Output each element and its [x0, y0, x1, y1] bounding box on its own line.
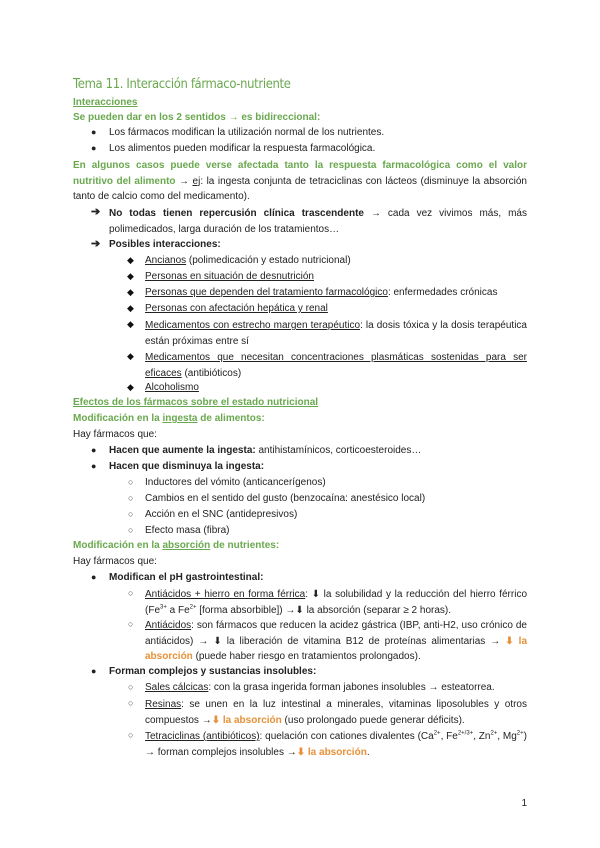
forman-subitem-3 — [145, 729, 527, 761]
bullet-item: Los alimentos pueden modificar la respuesta farmacológica. — [109, 143, 376, 154]
interaction-term: Medicamentos con estrecho margen terapéutico — [145, 320, 361, 331]
bullet-icon: ● — [91, 461, 97, 471]
ph-subitem-1 — [145, 587, 527, 618]
ph-subitem-2 — [145, 618, 527, 665]
circle-bullet-icon: ○ — [128, 682, 134, 692]
f1-rest: : con la grasa ingerida forman jabones insolubles → esteatorrea. — [208, 682, 495, 693]
f3-text-d: , Mg — [497, 731, 517, 742]
mod-abs-u: absorción — [162, 540, 211, 551]
ph1-sup1: 3+ — [160, 604, 167, 611]
forman-subitem-2 — [145, 697, 527, 728]
f3-text-c: , Zn — [473, 731, 491, 742]
section-interacciones: Interacciones — [73, 97, 138, 108]
bullet-icon: ● — [91, 666, 97, 676]
no-todas-rest: → cada vez vivimos más, más polimedicados, larga duración de los tratamientos… — [109, 208, 527, 235]
posibles-label: Posibles interacciones: — [109, 239, 221, 250]
arrow-right-icon: ➔ — [91, 238, 101, 250]
page-title: Tema 11. Interacción fármaco-nutriente — [73, 76, 291, 92]
interaction-item — [145, 286, 497, 299]
mod-ingesta-pre: Modificación en la — [73, 413, 163, 424]
ph2-text-b: (puede haber riesgo en tratamientos prolongados). — [192, 651, 421, 662]
diamond-bullet-icon: ◆ — [127, 255, 134, 265]
f3-sup4: 2+ — [516, 730, 524, 737]
f2-text-b: (uso prolongado puede generar déficits). — [281, 714, 465, 726]
section-efectos: Efectos de los fármacos sobre el estado nutricional — [73, 397, 319, 408]
circle-bullet-icon: ○ — [128, 493, 134, 503]
hay-farmacos-1: Hay fármacos que: — [73, 429, 157, 440]
circle-bullet-icon: ○ — [128, 588, 134, 598]
casos-ej: ej — [192, 175, 201, 187]
disminuya-subitem: Acción en el SNC (antidepresivos) — [145, 509, 298, 520]
mod-abs-post: de nutrientes: — [210, 540, 280, 551]
bullet-icon: ● — [91, 127, 97, 137]
f3-text-e: ) → forman complejos insolubles → — [145, 731, 527, 758]
ph1-text-c: [forma absorbible]) →⬇ la absorción (separar ≥ 2 horas). — [196, 604, 452, 616]
interaction-term: Ancianos — [145, 255, 187, 266]
circle-bullet-icon: ○ — [128, 730, 134, 740]
forman-bold: Forman complejos y sustancias insolubles: — [109, 666, 317, 677]
mod-abs-pre: Modificación en la — [73, 540, 163, 551]
f3-text-f: . — [366, 747, 370, 758]
interaction-item — [145, 302, 328, 315]
f3-sup1: 2+ — [433, 730, 441, 737]
aumente-item — [109, 444, 421, 457]
interaction-term: Personas en situación de desnutrición — [145, 271, 314, 282]
mod-absorcion-heading — [73, 539, 279, 552]
mod-ingesta-post: de alimentos: — [197, 413, 265, 424]
f2-text-a: : se unen en la luz intestinal a minerales, vitaminas liposolubles y otros compuestos → — [145, 699, 527, 726]
f3-sup3: 2+ — [490, 730, 498, 737]
diamond-bullet-icon: ◆ — [127, 271, 134, 281]
f2-term: Resinas — [145, 699, 182, 710]
f3-term: Tetraciclinas (antibióticos) — [145, 731, 260, 742]
arrow-right-icon: ➔ — [91, 206, 101, 218]
ph2-orange: ⬇ la absorción — [145, 635, 528, 662]
disminuya-subitem: Inductores del vómito (anticancerígenos) — [145, 477, 326, 488]
casos-green: En algunos casos puede verse afectada tanto la respuesta farmacológica como el valor nutritivo del alimento — [73, 160, 527, 187]
posibles-heading — [109, 238, 221, 251]
mod-ingesta-heading — [73, 412, 265, 425]
sentidos-heading: Se pueden dar en los 2 sentidos → es bidireccional: — [73, 112, 321, 123]
mod-ingesta-u: ingesta — [162, 413, 198, 424]
ph1-text-b: a Fe — [166, 604, 190, 616]
interaction-item — [145, 318, 527, 349]
forman-item — [109, 665, 316, 678]
diamond-bullet-icon: ◆ — [127, 351, 134, 361]
f2-orange: ⬇ la absorción — [211, 714, 282, 726]
page-number: 1 — [521, 798, 527, 809]
f3-orange: ⬇ la absorción — [296, 747, 367, 758]
hay-farmacos-2: Hay fármacos que: — [73, 556, 157, 567]
interaction-term: Personas con afectación hepática y renal — [145, 303, 328, 314]
disminuya-item — [109, 460, 264, 473]
interaction-item — [145, 270, 314, 283]
interaction-desc: : la dosis tóxica y la dosis terapéutica están próximas entre sí — [145, 320, 527, 347]
bullet-icon: ● — [91, 445, 97, 455]
aumente-bold: Hacen que aumente la ingesta: — [109, 445, 256, 456]
ph-bold: Modifican el pH gastrointestinal: — [109, 572, 264, 583]
circle-bullet-icon: ○ — [128, 477, 134, 487]
interaction-item — [145, 381, 199, 394]
ph1-term: Antiácidos + hierro en forma férrica — [145, 589, 306, 600]
ph2-text-a: : son fármacos que reducen la acidez gástrica (IBP, anti-H2, uso crónico de antiácidos) → ⬇ la liberación de vitamina B12 de proteínas alimentarias → — [145, 620, 527, 647]
interaction-item — [145, 254, 351, 267]
interaction-term: Alcoholismo — [145, 382, 199, 393]
diamond-bullet-icon: ◆ — [127, 287, 134, 297]
ph1-text-a: : ⬇ la solubilidad y la reducción del hierro férrico (Fe — [145, 589, 528, 616]
circle-bullet-icon: ○ — [128, 619, 134, 629]
disminuya-subitem: Efecto masa (fibra) — [145, 525, 230, 536]
disminuya-subitem: Cambios en el sentido del gusto (benzocaína: anestésico local) — [145, 493, 426, 504]
no-todas-bold: No todas tienen repercusión clínica trascendente — [109, 208, 364, 219]
interaction-term: Personas que dependen del tratamiento farmacológico — [145, 287, 388, 298]
f3-text-a: : quelación con cationes divalentes (Ca — [259, 731, 434, 742]
f3-text-b: , Fe — [440, 731, 458, 742]
bullet-item: Los fármacos modifican la utilización normal de los nutrientes. — [109, 127, 385, 138]
ph2-term: Antiácidos — [145, 620, 192, 631]
ph-item — [109, 571, 263, 584]
no-todas-paragraph — [109, 206, 527, 237]
aumente-rest: antihistamínicos, corticoesteroides… — [255, 445, 422, 456]
circle-bullet-icon: ○ — [128, 698, 134, 708]
disminuya-bold: Hacen que disminuya la ingesta: — [109, 461, 265, 472]
circle-bullet-icon: ○ — [128, 525, 134, 535]
casos-rest: : la ingesta conjunta de tetraciclinas con lácteos (disminuye la absorción tanto de calcio como del medicamento). — [73, 175, 527, 202]
diamond-bullet-icon: ◆ — [127, 303, 134, 313]
diamond-bullet-icon: ◆ — [127, 382, 134, 392]
interaction-desc: (polimedicación y estado nutricional) — [186, 255, 351, 266]
f3-sup2: 2+/3+ — [457, 730, 474, 737]
forman-subitem-1 — [145, 681, 495, 694]
casos-paragraph — [73, 158, 527, 205]
interaction-desc: : enfermedades crónicas — [387, 287, 498, 298]
ph1-sup2: 2+ — [189, 604, 197, 611]
casos-arrow: → — [175, 175, 193, 187]
bullet-icon: ● — [91, 143, 97, 153]
interaction-desc: (antibióticos) — [181, 367, 242, 379]
diamond-bullet-icon: ◆ — [127, 319, 134, 329]
circle-bullet-icon: ○ — [128, 509, 134, 519]
f1-term: Sales cálcicas — [145, 682, 209, 693]
bullet-icon: ● — [91, 572, 97, 582]
interaction-term: Medicamentos que necesitan concentraciones plasmáticas sostenidas para ser eficaces — [145, 352, 527, 379]
interaction-item — [145, 350, 527, 381]
